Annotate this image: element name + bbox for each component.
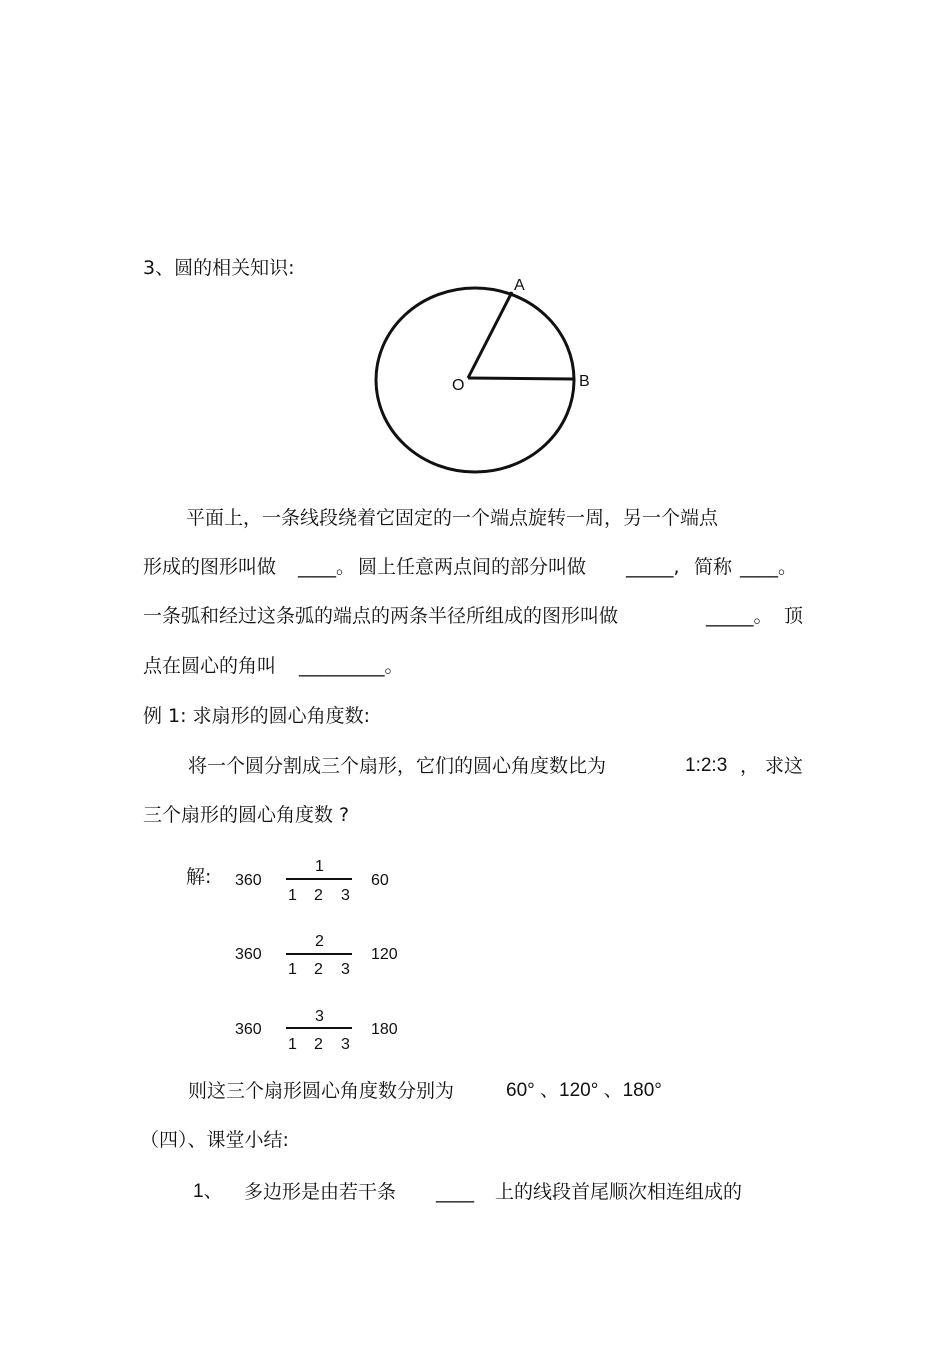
fraction-bar [286, 953, 352, 955]
conclusion-values: 60° 、120° 、180° [506, 1080, 662, 1101]
row-result: 120 [371, 946, 398, 963]
para-line-2-b: 圆上任意两点间的部分叫做 [358, 556, 587, 578]
row-den-1: 1 [288, 1036, 297, 1053]
row-den-3: 3 [341, 887, 350, 904]
summary-item-text-b: 上的线段首尾顺次相连组成的 [495, 1181, 743, 1203]
blank-arc: _____, [626, 556, 680, 578]
section-title-circle: 3、圆的相关知识: [143, 257, 295, 279]
radius-ob [468, 378, 573, 379]
question-line-2: 三个扇形的圆心角度数 ? [143, 804, 350, 826]
para-line-3-a: 一条弧和经过这条弧的端点的两条半径所组成的图形叫做 [143, 605, 619, 627]
row-den-3: 3 [341, 961, 350, 978]
row-result: 60 [371, 872, 389, 889]
row-den-1: 1 [288, 887, 297, 904]
row-lead: 360 [235, 946, 262, 963]
section-title-summary: （四）、课堂小结: [140, 1129, 289, 1151]
para-line-2-c: 简称 [694, 556, 733, 578]
row-numerator: 1 [315, 858, 324, 875]
fraction-bar [286, 1027, 352, 1029]
row-result: 180 [371, 1021, 398, 1038]
circle-figure [360, 270, 620, 485]
point-label-a: A [514, 277, 525, 294]
example-title: 例 1: 求扇形的圆心角度数: [143, 705, 370, 727]
fraction-bar [286, 878, 352, 880]
row-den-2: 2 [314, 1036, 323, 1053]
solution-label: 解: [186, 866, 212, 888]
row-den-3: 3 [341, 1036, 350, 1053]
summary-item-text-a: 多边形是由若干条 [244, 1181, 397, 1203]
blank-circle: ____。 [298, 556, 356, 578]
blank-straight-line: ____ [436, 1181, 474, 1203]
row-den-1: 1 [288, 961, 297, 978]
para-line-3-b: 顶 [784, 605, 804, 627]
summary-item-number: 1、 [193, 1181, 223, 1202]
row-numerator: 3 [315, 1008, 324, 1025]
question-ratio: 1:2:3 [685, 755, 728, 776]
blank-central-angle: _________。 [299, 655, 404, 677]
para-line-1: 平面上，一条线段绕着它固定的一个端点旋转一周，另一个端点 [186, 507, 719, 529]
row-numerator: 2 [315, 933, 324, 950]
radius-oa [468, 292, 512, 378]
para-line-2-a: 形成的图形叫做 [143, 556, 277, 578]
question-line-1-b: ， 求这 [740, 755, 804, 777]
point-label-o: O [452, 377, 465, 394]
row-den-2: 2 [314, 887, 323, 904]
blank-sector: _____。 [706, 605, 773, 627]
point-label-b: B [579, 373, 590, 390]
row-den-2: 2 [314, 961, 323, 978]
row-lead: 360 [235, 1021, 262, 1038]
conclusion-text: 则这三个扇形圆心角度数分别为 [188, 1080, 455, 1102]
row-lead: 360 [235, 872, 262, 889]
para-line-4-a: 点在圆心的角叫 [143, 655, 277, 677]
blank-arc-short: ____。 [740, 556, 798, 578]
question-line-1-a: 将一个圆分割成三个扇形，它们的圆心角度数比为 [188, 755, 607, 777]
